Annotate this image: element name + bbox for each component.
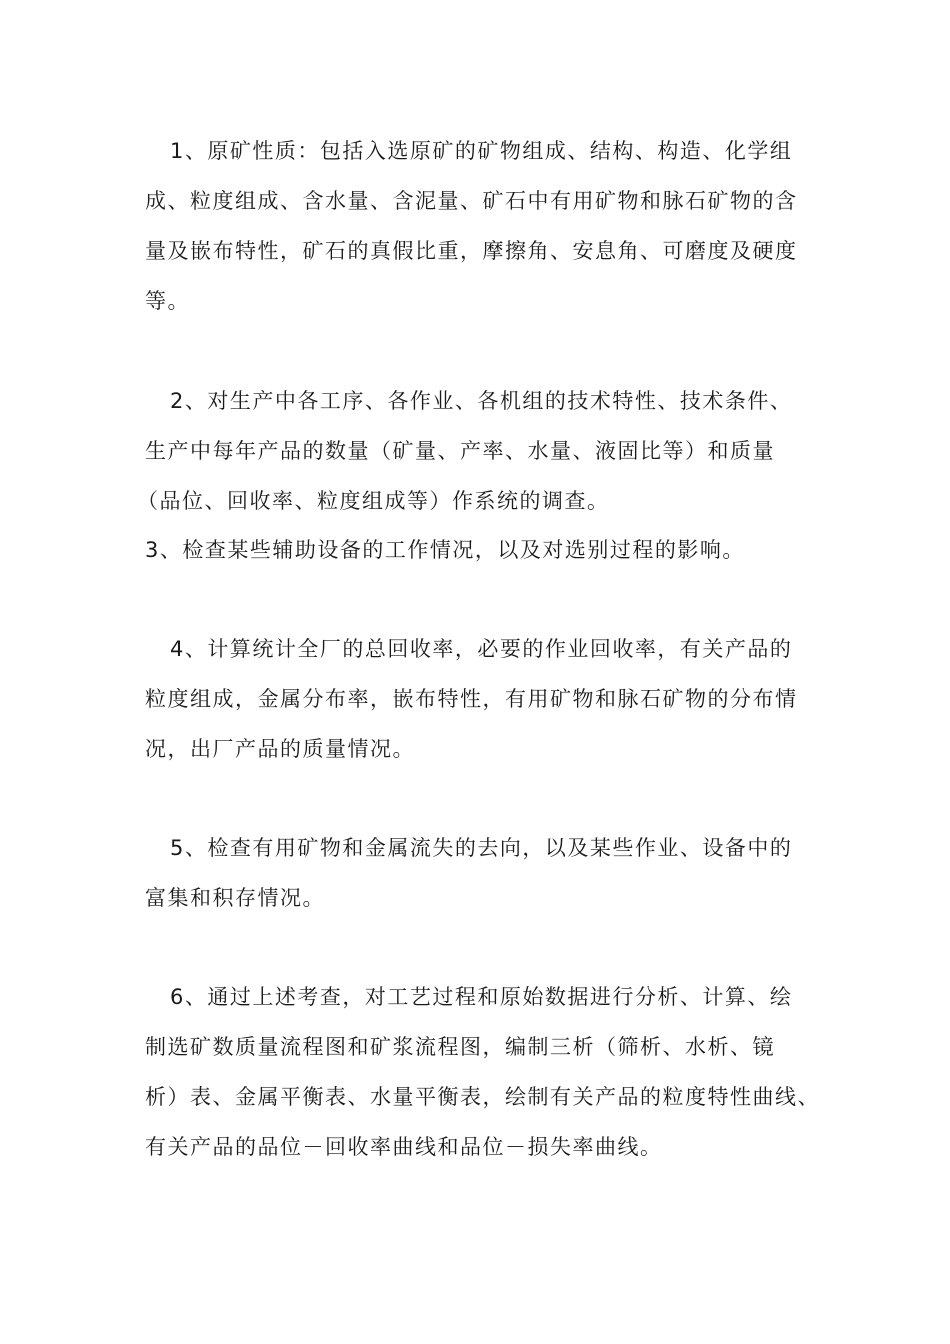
paragraph-2-line-1: 2、对生产中各工序、各作业、各机组的技术特性、技术条件、 [170,389,793,413]
paragraph-4-line-1: 4、计算统计全厂的总回收率，必要的作业回收率，有关产品的 [170,637,793,661]
paragraph-1-line-1: 1、原矿性质：包括入选原矿的矿物组成、结构、构造、化学组 [170,139,793,163]
paragraph-1-line-3: 量及嵌布特性，矿石的真假比重，摩擦角、安息角、可磨度及硬度 [145,239,798,263]
paragraph-4-line-3: 况，出厂产品的质量情况。 [145,737,415,761]
paragraph-5-line-2: 富集和积存情况。 [145,886,325,910]
paragraph-5-line-1: 5、检查有用矿物和金属流失的去向，以及某些作业、设备中的 [170,836,793,860]
paragraph-3-line-1: 3、检查某些辅助设备的工作情况，以及对选别过程的影响。 [145,538,745,562]
paragraph-1-line-2: 成、粒度组成、含水量、含泥量、矿石中有用矿物和脉石矿物的含 [145,189,798,213]
paragraph-6-line-1: 6、通过上述考查，对工艺过程和原始数据进行分析、计算、绘 [170,985,793,1009]
paragraph-6-line-4: 有关产品的品位－回收率曲线和品位－损失率曲线。 [145,1135,663,1159]
paragraph-2-line-2: 生产中每年产品的数量（矿量、产率、水量、液固比等）和质量 [145,439,775,463]
paragraph-4-line-2: 粒度组成，金属分布率，嵌布特性，有用矿物和脉石矿物的分布情 [145,687,798,711]
paragraph-6-line-3: 析）表、金属平衡表、水量平衡表，绘制有关产品的粒度特性曲线、 [145,1085,820,1109]
paragraph-2-line-3: （品位、回收率、粒度组成等）作系统的调查。 [137,489,610,513]
paragraph-1-line-4: 等。 [145,289,190,313]
paragraph-6-line-2: 制选矿数质量流程图和矿浆流程图，编制三析（筛析、水析、镜 [145,1035,775,1059]
